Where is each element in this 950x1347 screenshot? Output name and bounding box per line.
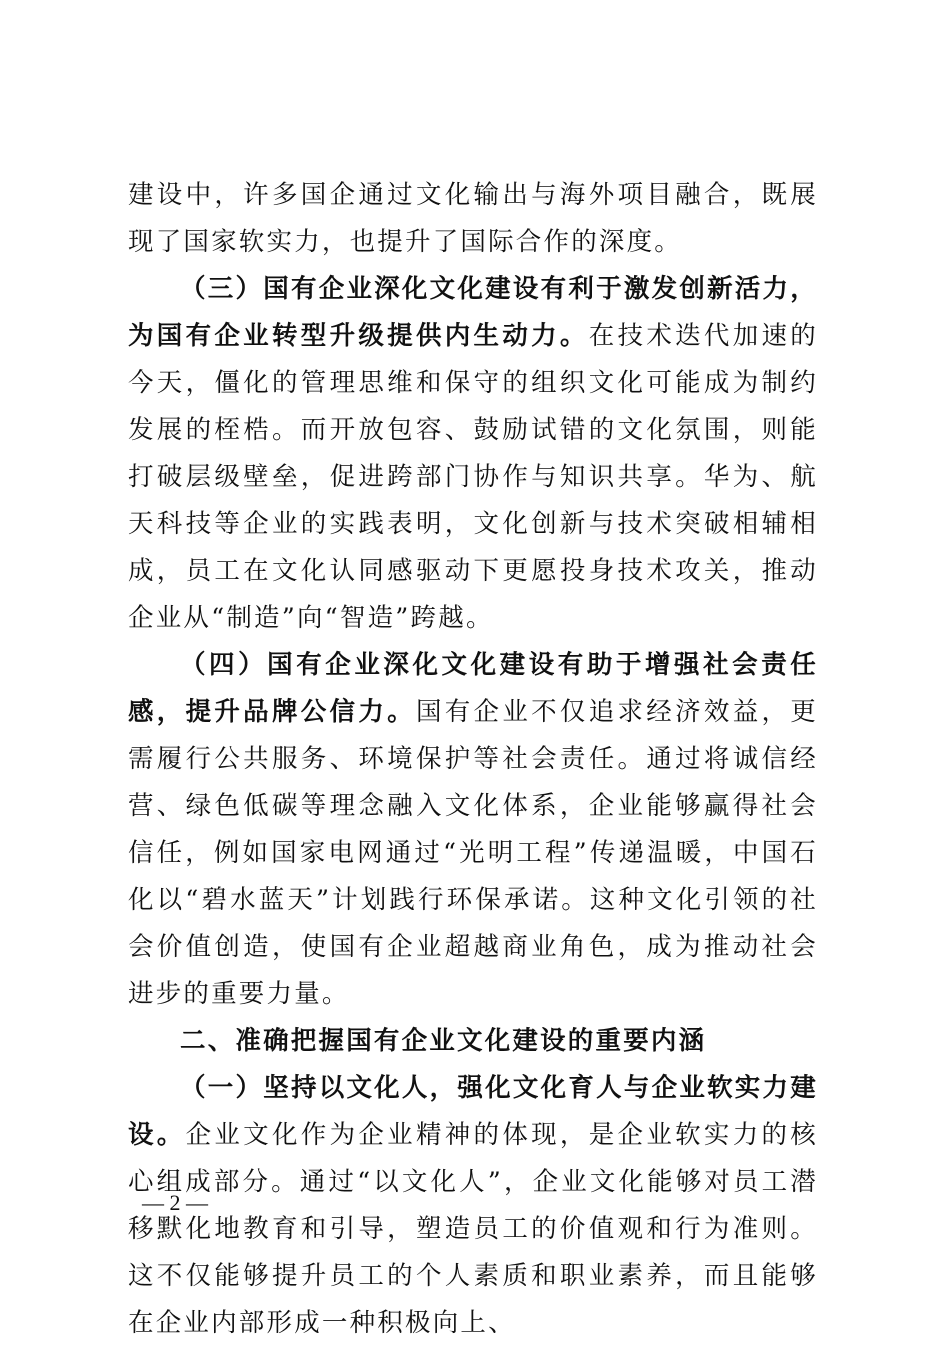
paragraph-continuation	[128, 172, 818, 266]
paragraph-text: 国有企业不仅追求经济效益，更需履行公共服务、环境保护等社会责任。通过将诚信经营、绿色低碳等理念融入文化体系，企业能够赢得社会信任，例如国家电网通过“光明工程”传递温暖，中国石化以“碧水蓝天”计划践行环保承诺。这种文化引领的社会价值创造，使国有企业超越商业角色，成为推动社会进步的重要力量。	[128, 697, 818, 1009]
paragraph-innovation	[128, 266, 818, 642]
document-body	[128, 172, 818, 1347]
paragraph-lead: （一）坚持以文化人，强化文化育人与企业软实力建设。	[128, 1073, 818, 1150]
paragraph-lead: （四）国有企业深化文化建设有助于增强社会责任感，提升品牌公信力。	[128, 650, 818, 727]
paragraph-lead: （三）国有企业深化文化建设有利于激发创新活力，为国有企业转型升级提供内生动力。	[128, 274, 818, 351]
paragraph-text: 企业文化作为企业精神的体现，是企业软实力的核心组成部分。通过“以文化人”，企业文化能够对员工潜移默化地教育和引导，塑造员工的价值观和行为准则。这不仅能够提升员工的个人素质和职业素养，而且能够在企业内部形成一种积极向上、	[128, 1120, 818, 1338]
paragraph-culture-education	[128, 1065, 818, 1347]
section-heading: 二、准确把握国有企业文化建设的重要内涵	[180, 1026, 707, 1056]
page-number: — 2 —	[142, 1190, 208, 1215]
paragraph-text: 建设中，许多国企通过文化输出与海外项目融合，既展现了国家软实力，也提升了国际合作的深度。	[128, 180, 818, 257]
paragraph-text: 在技术迭代加速的今天，僵化的管理思维和保守的组织文化可能成为制约发展的桎梏。而开放包容、鼓励试错的文化氛围，则能打破层级壁垒，促进跨部门协作与知识共享。华为、航天科技等企业的实践表明，文化创新与技术突破相辅相成，员工在文化认同感驱动下更愿投身技术攻关，推动企业从“制造”向“智造”跨越。	[128, 321, 819, 633]
paragraph-social-responsibility	[128, 642, 818, 1018]
